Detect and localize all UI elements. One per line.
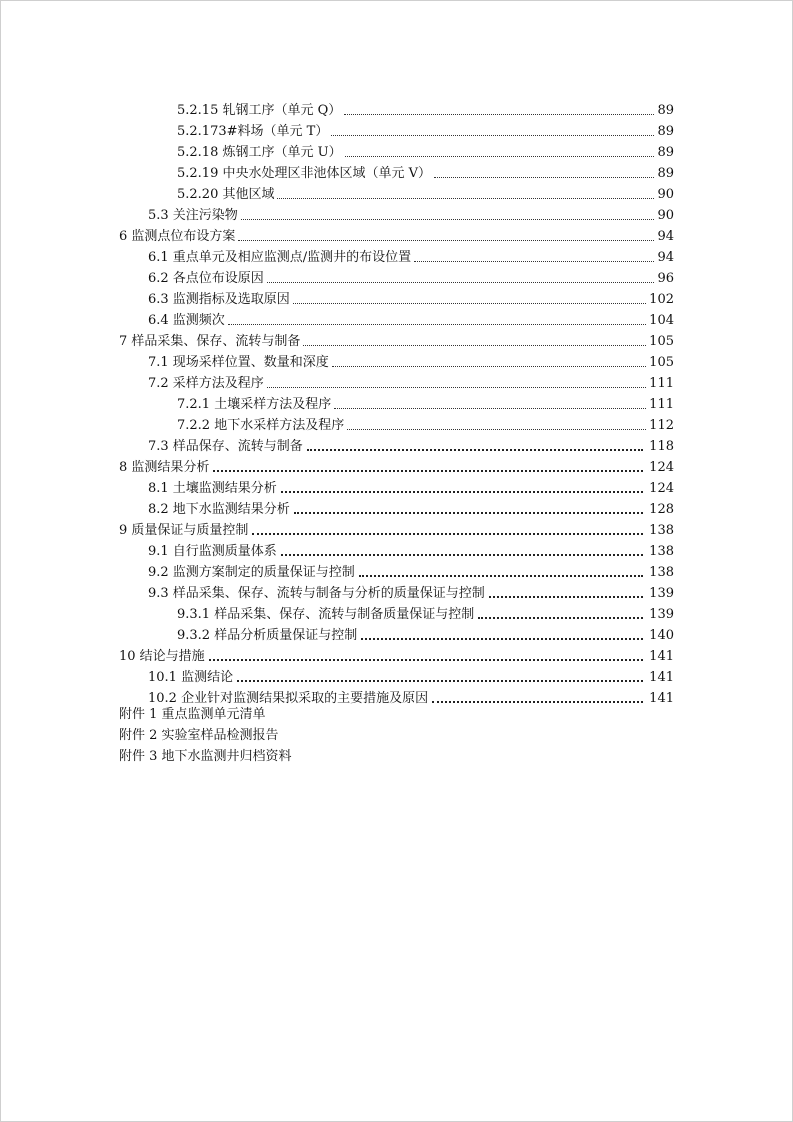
toc-entry-page: 112 (649, 418, 674, 433)
toc-dot-leader (281, 491, 643, 493)
toc-entry-page: 94 (657, 229, 674, 244)
toc-dot-leader (228, 324, 646, 325)
toc-entry-title: 6 监测点位布设方案 (119, 229, 236, 244)
toc-dot-leader (237, 680, 643, 682)
toc-dot-leader (361, 638, 643, 640)
toc-entry-title: 7.2.1 土壤采样方法及程序 (177, 397, 332, 412)
toc-entry-7-2[interactable] (148, 372, 674, 392)
toc-entry-page: 141 (649, 670, 674, 685)
toc-dot-leader (334, 408, 646, 409)
toc-entry-6[interactable] (119, 225, 674, 245)
toc-dot-leader (267, 282, 655, 283)
toc-entry-6-1[interactable] (148, 246, 674, 266)
toc-entry-title: 6.3 监测指标及选取原因 (148, 292, 290, 307)
toc-entry-title: 6.2 各点位布设原因 (148, 271, 264, 286)
toc-entry-5-2-19[interactable] (177, 162, 674, 182)
toc-dot-leader (345, 156, 655, 157)
toc-entry-page: 89 (657, 166, 674, 181)
toc-entry-page: 139 (649, 607, 674, 622)
toc-entry-title: 7.1 现场采样位置、数量和深度 (148, 355, 329, 370)
toc-entry-7-2-2[interactable] (177, 414, 674, 434)
toc-entry-page: 105 (649, 355, 674, 370)
toc-dot-leader (213, 470, 643, 472)
toc-entry-title: 9.3.2 样品分析质量保证与控制 (177, 628, 358, 643)
toc-entry-5-2-17[interactable] (177, 120, 674, 140)
toc-entry-title: 8.1 土壤监测结果分析 (148, 481, 277, 496)
toc-entry-title: 10 结论与措施 (119, 649, 205, 664)
toc-entry-title: 7.2 采样方法及程序 (148, 376, 264, 391)
toc-entry-5-2-18[interactable] (177, 141, 674, 161)
toc-entry-page: 102 (649, 292, 674, 307)
toc-entry-9[interactable] (119, 519, 674, 539)
annex-2[interactable]: 附件 2 实验室样品检测报告 (119, 728, 279, 743)
toc-dot-leader (281, 554, 643, 556)
toc-entry-page: 89 (657, 145, 674, 160)
toc-dot-leader (241, 219, 655, 220)
toc-entry-title: 5.2.15 轧钢工序（单元 Q） (177, 103, 342, 118)
toc-entry-page: 138 (649, 544, 674, 559)
toc-entry-page: 139 (649, 586, 674, 601)
toc-entry-10[interactable] (119, 645, 674, 665)
toc-entry-title: 9 质量保证与质量控制 (119, 523, 249, 538)
toc-entry-page: 128 (649, 502, 674, 517)
toc-dot-leader (293, 303, 646, 304)
toc-entry-9-1[interactable] (148, 540, 674, 560)
toc-entry-title: 6.4 监测频次 (148, 313, 225, 328)
toc-dot-leader (434, 177, 654, 178)
toc-entry-page: 124 (649, 481, 674, 496)
toc-dot-leader (332, 366, 646, 367)
toc-entry-6-4[interactable] (148, 309, 674, 329)
toc-entry-page: 104 (649, 313, 674, 328)
toc-entry-6-3[interactable] (148, 288, 674, 308)
toc-entry-title: 8 监测结果分析 (119, 460, 210, 475)
toc-dot-leader (331, 135, 654, 136)
toc-dot-leader (347, 429, 646, 430)
toc-entry-5-3[interactable] (148, 204, 674, 224)
toc-entry-title: 7.2.2 地下水采样方法及程序 (177, 418, 345, 433)
toc-entry-title: 5.2.20 其他区域 (177, 187, 275, 202)
toc-dot-leader (238, 240, 654, 241)
toc-entry-6-2[interactable] (148, 267, 674, 287)
toc-entry-page: 105 (649, 334, 674, 349)
toc-entry-page: 89 (657, 124, 674, 139)
toc-entry-9-3-1[interactable] (177, 603, 674, 623)
toc-entry-title: 9.3.1 样品采集、保存、流转与制备质量保证与控制 (177, 607, 475, 622)
toc-entry-page: 118 (649, 439, 674, 454)
toc-entry-7-3[interactable] (148, 435, 674, 455)
toc-entry-page: 138 (649, 523, 674, 538)
toc-entry-8[interactable] (119, 456, 674, 476)
toc-dot-leader (294, 512, 643, 514)
toc-dot-leader (344, 114, 654, 115)
toc-entry-7-2-1[interactable] (177, 393, 674, 413)
toc-entry-title: 6.1 重点单元及相应监测点/监测井的布设位置 (148, 250, 412, 265)
toc-entry-9-2[interactable] (148, 561, 674, 581)
toc-entry-title: 5.2.173#料场（单元 T） (177, 124, 329, 139)
toc-entry-title: 7 样品采集、保存、流转与制备 (119, 334, 301, 349)
toc-dot-leader (478, 617, 643, 619)
toc-entry-page: 141 (649, 649, 674, 664)
annex-1[interactable]: 附件 1 重点监测单元清单 (119, 707, 266, 722)
toc-dot-leader (252, 533, 643, 535)
toc-entry-5-2-20[interactable] (177, 183, 674, 203)
toc-entry-10-1[interactable] (148, 666, 674, 686)
toc-entry-title: 10.2 企业针对监测结果拟采取的主要措施及原因 (148, 691, 429, 706)
toc-entry-8-2[interactable] (148, 498, 674, 518)
toc-entry-title: 7.3 样品保存、流转与制备 (148, 439, 303, 454)
toc-entry-7-1[interactable] (148, 351, 674, 371)
toc-entry-title: 9.3 样品采集、保存、流转与制备与分析的质量保证与控制 (148, 586, 485, 601)
toc-entry-page: 111 (649, 397, 674, 412)
toc-dot-leader (307, 449, 643, 451)
toc-entry-page: 141 (649, 691, 674, 706)
toc-entry-title: 5.2.18 炼钢工序（单元 U） (177, 145, 342, 160)
toc-entry-title: 10.1 监测结论 (148, 670, 234, 685)
toc-dot-leader (277, 198, 654, 199)
toc-entry-5-2-15[interactable] (177, 99, 674, 119)
toc-entry-8-1[interactable] (148, 477, 674, 497)
toc-entry-page: 138 (649, 565, 674, 580)
toc-dot-leader (303, 345, 646, 346)
toc-entry-page: 111 (649, 376, 674, 391)
toc-entry-9-3[interactable] (148, 582, 674, 602)
toc-entry-page: 90 (657, 187, 674, 202)
toc-entry-title: 5.3 关注污染物 (148, 208, 238, 223)
toc-entry-page: 89 (657, 103, 674, 118)
toc-entry-title: 8.2 地下水监测结果分析 (148, 502, 290, 517)
toc-entry-title: 9.2 监测方案制定的质量保证与控制 (148, 565, 355, 580)
toc-dot-leader (359, 575, 643, 577)
toc-entry-page: 124 (649, 460, 674, 475)
toc-entry-title: 5.2.19 中央水处理区非池体区域（单元 V） (177, 166, 432, 181)
toc-entry-page: 94 (657, 250, 674, 265)
toc-dot-leader (209, 659, 643, 661)
toc-dot-leader (414, 261, 654, 262)
toc-dot-leader (432, 701, 643, 703)
toc-entry-page: 96 (657, 271, 674, 286)
toc-entry-title: 9.1 自行监测质量体系 (148, 544, 277, 559)
toc-entry-page: 140 (649, 628, 674, 643)
toc-dot-leader (489, 596, 643, 598)
toc-entry-10-2[interactable] (148, 687, 674, 707)
toc-dot-leader (267, 387, 646, 388)
toc-entry-page: 90 (657, 208, 674, 223)
annex-3[interactable]: 附件 3 地下水监测井归档资料 (119, 749, 292, 764)
toc-entry-7[interactable] (119, 330, 674, 350)
toc-entry-9-3-2[interactable] (177, 624, 674, 644)
